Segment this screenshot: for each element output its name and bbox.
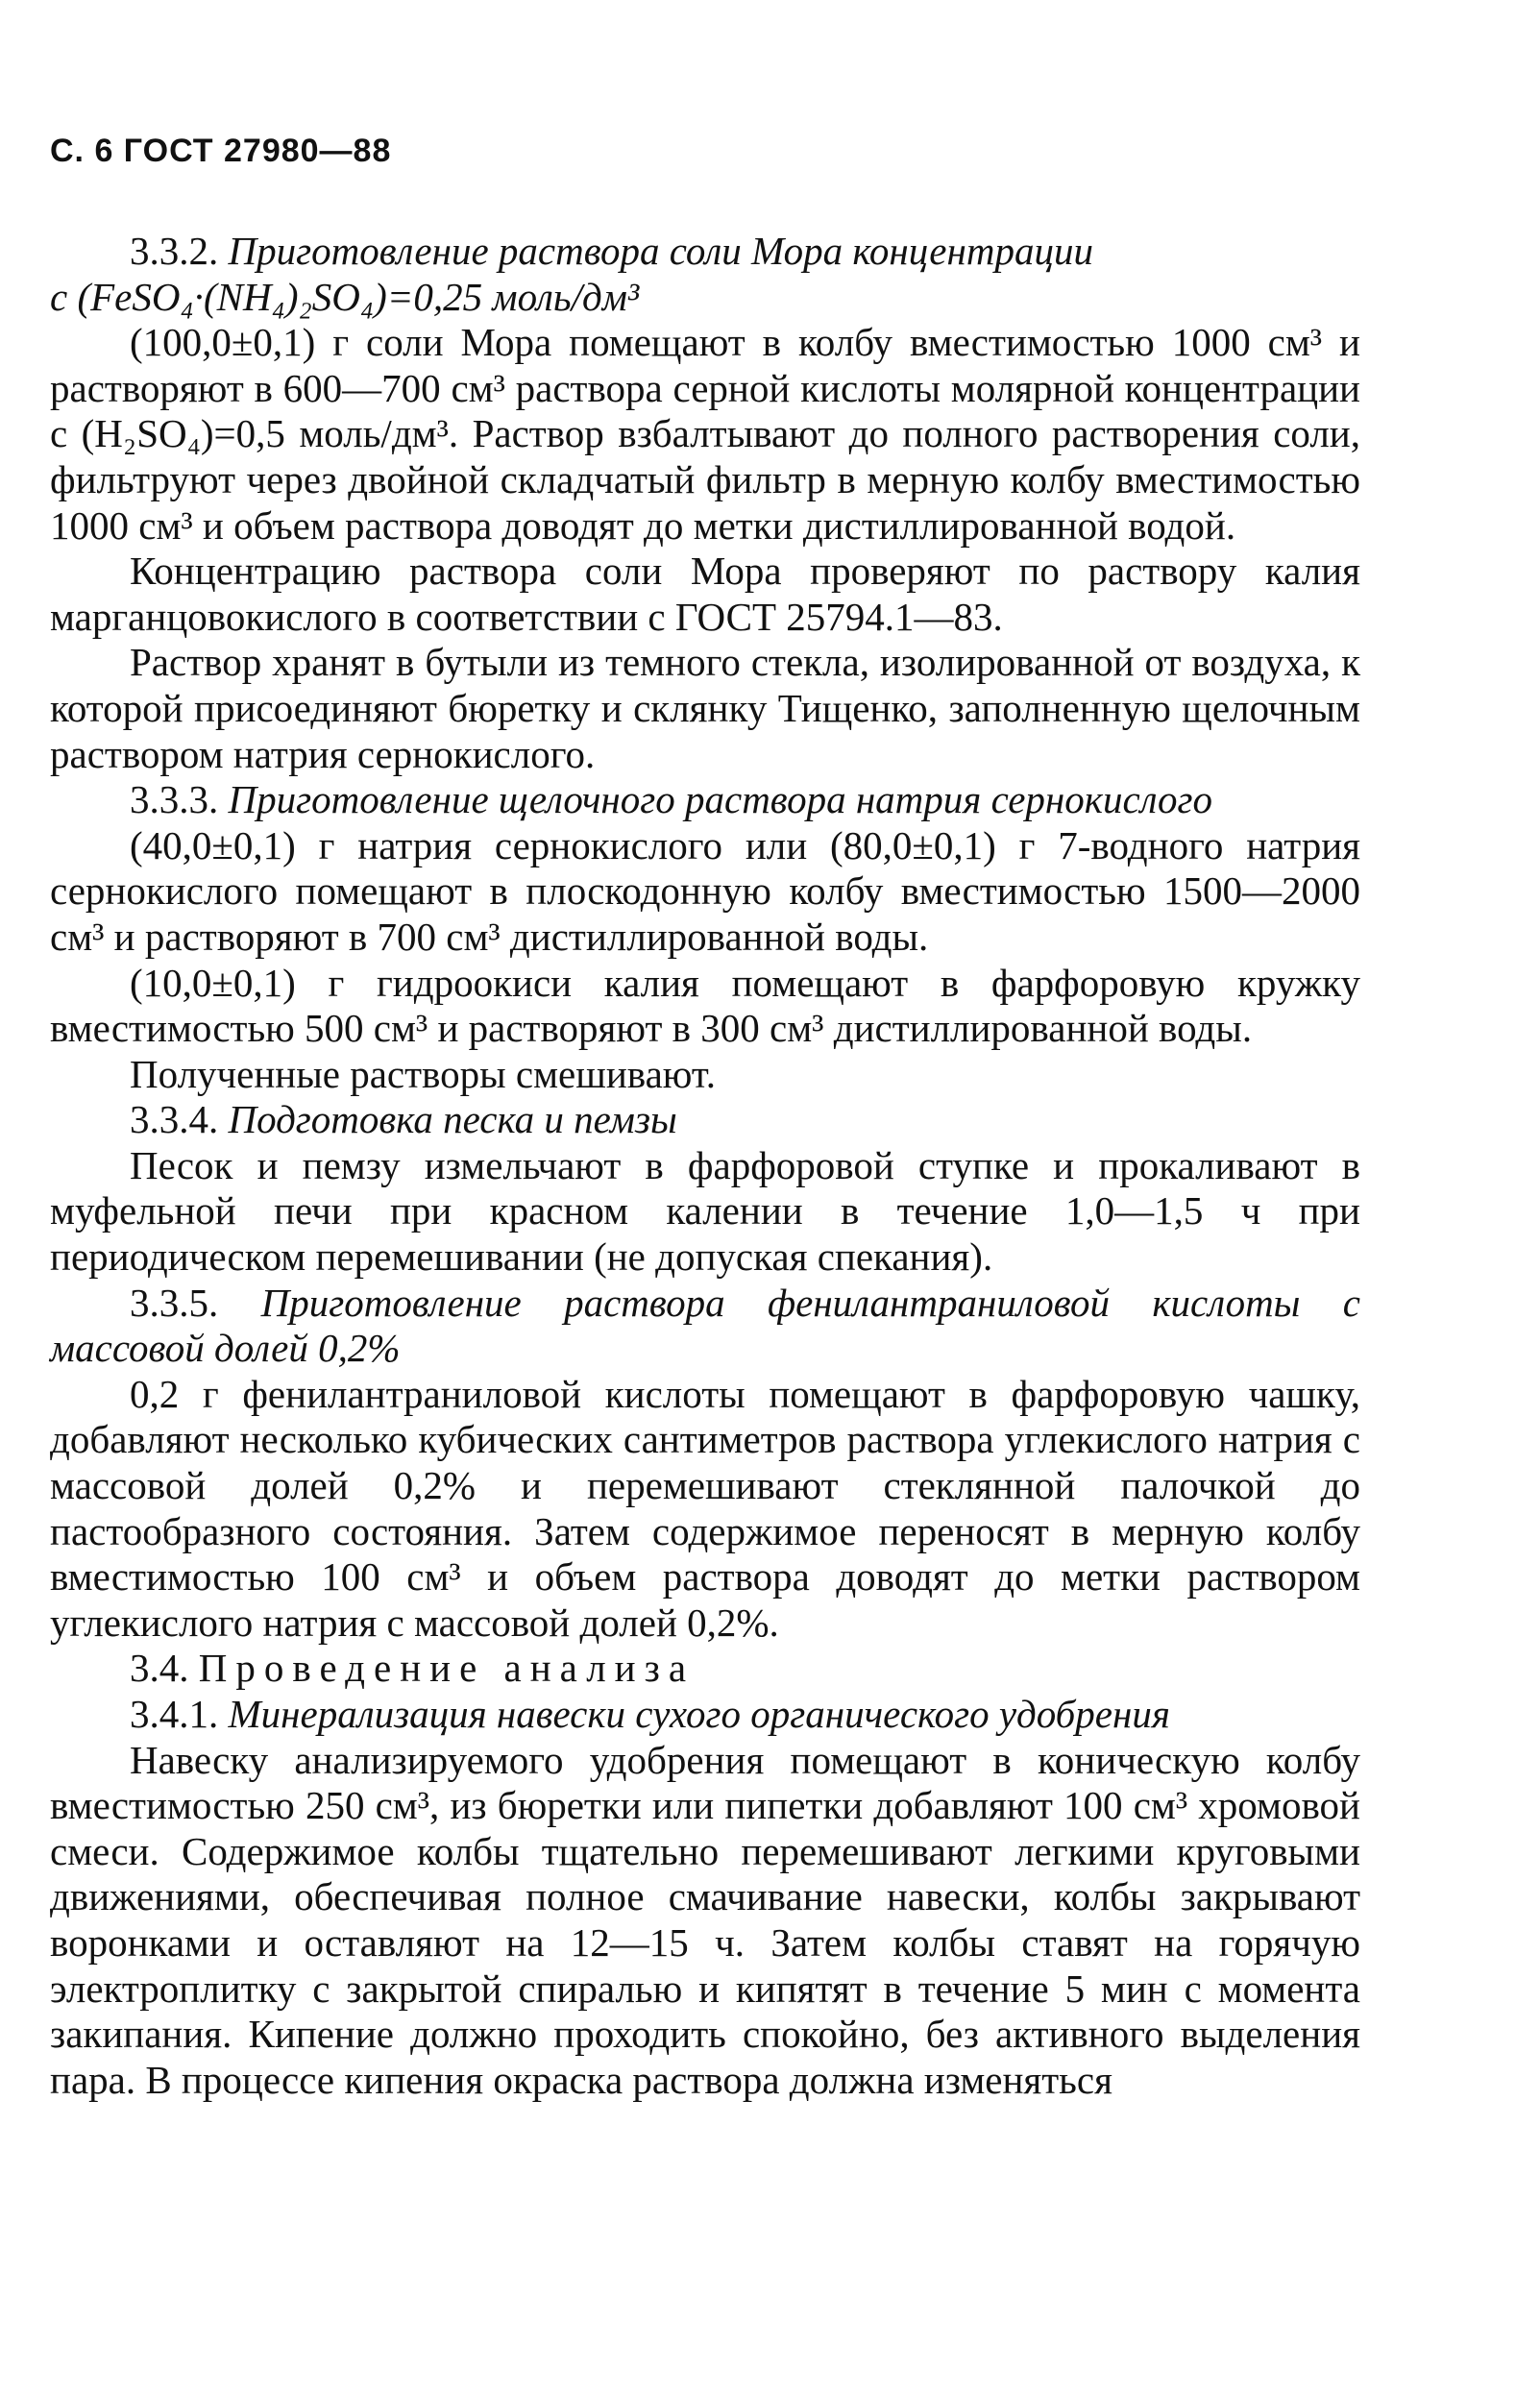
section-number: 3.3.3. bbox=[130, 777, 219, 822]
section-number: 3.4. bbox=[130, 1646, 189, 1691]
paragraph: Навеску анализируемого удобрения помещают в коническую колбу вместимостью 250 см³, из бюретки или пипетки добавляют 100 см³ хромовой смеси. Содержимое колбы тщательно перемешивают легкими круговыми движениями, обеспечивая полное смачивание навески, колбы закрывают воронками и оставляют на 12—15 ч. Затем колбы ставят на горячую электроплитку с закрытой спиралью и кипятят в течение 5 мин с момента закипания. Кипение должно проходить спокойно, без активного выделения пара. В процессе кипения окраска раствора должна изменяться bbox=[50, 1737, 1360, 2102]
paragraph: Полученные растворы смешивают. bbox=[130, 1051, 716, 1096]
paragraph: (100,0±0,1) г соли Мора помещают в колбу вместимостью 1000 см³ и растворяют в 600—700 см³ раствора серной кислоты молярной концентрации с (H₂SO₄)=0,5 моль/дм³. Раствор взбалтывают до полного растворения соли, фильтруют через двойной складчатый фильтр в мерную колбу вместимостью 1000 см³ и объем раствора доводят до метки дистиллированной водой. bbox=[50, 320, 1360, 548]
subsection-heading-3-3-5 bbox=[50, 1281, 1360, 1372]
paragraph: Раствор хранят в бутыли из темного стекла, изолированной от воздуха, к которой присоединяют бюретку и склянку Тищенко, заполненную щелочным раствором натрия сернокислого. bbox=[50, 640, 1360, 776]
section-title: Проведение анализа bbox=[198, 1646, 696, 1691]
section-title: Минерализация навески сухого органического удобрения bbox=[228, 1692, 1170, 1736]
subsection-heading-3-3-4 bbox=[50, 1097, 1360, 1143]
section-number: 3.3.5. bbox=[130, 1280, 219, 1325]
formula-line bbox=[50, 275, 1360, 321]
paragraph: (10,0±0,1) г гидроокиси калия помещают в фарфоровую кружку вместимостью 500 см³ и растворяют в 300 см³ дистиллированной воды. bbox=[50, 960, 1360, 1051]
section-number: 3.3.2. bbox=[130, 229, 219, 273]
section-title-formula: c (FeSO₄·(NH₄)₂SO₄)=0,25 моль/дм³ bbox=[50, 274, 640, 319]
paragraph: 0,2 г фенилантраниловой кислоты помещают в фарфоровую чашку, добавляют несколько кубических сантиметров раствора углекислого натрия с массовой долей 0,2% и перемешивают стеклянной палочкой до пастообразного состояния. Затем содержимое переносят в мерную колбу вместимостью 100 см³ и объем раствора доводят до метки раствором углекислого натрия с массовой долей 0,2%. bbox=[50, 1371, 1360, 1645]
subsection-heading-3-4-1 bbox=[50, 1692, 1360, 1738]
document-body bbox=[50, 229, 1360, 2103]
subsection-heading-3-3-3 bbox=[50, 777, 1360, 823]
page-header: С. 6 ГОСТ 27980—88 bbox=[50, 133, 392, 169]
section-title: Приготовление щелочного раствора натрия сернокислого bbox=[228, 777, 1213, 822]
section-title: Приготовление раствора фенилантраниловой кислоты с массовой долей 0,2% bbox=[50, 1280, 1361, 1371]
paragraph: Песок и пемзу измельчают в фарфоровой ступке и прокаливают в муфельной печи при красном калении в течение 1,0—1,5 ч при периодическом перемешивании (не допуская спекания). bbox=[50, 1142, 1360, 1280]
section-number: 3.4.1. bbox=[130, 1692, 219, 1736]
section-number: 3.3.4. bbox=[130, 1097, 219, 1142]
paragraph: (40,0±0,1) г натрия сернокислого или (80,0±0,1) г 7-водного натрия сернокислого помещают в плоскодонную колбу вместимостью 1500—2000 см³ и растворяют в 700 см³ дистиллированной воды. bbox=[50, 822, 1360, 959]
section-heading-3-4 bbox=[50, 1646, 1360, 1692]
paragraph: Концентрацию раствора соли Мора проверяют по раствору калия марганцовокислого в соответствии с ГОСТ 25794.1—83. bbox=[50, 549, 1360, 639]
subsection-heading-3-3-2 bbox=[50, 229, 1360, 275]
section-title: Подготовка песка и пемзы bbox=[228, 1097, 677, 1142]
section-title: Приготовление раствора соли Мора концентрации bbox=[228, 229, 1093, 273]
